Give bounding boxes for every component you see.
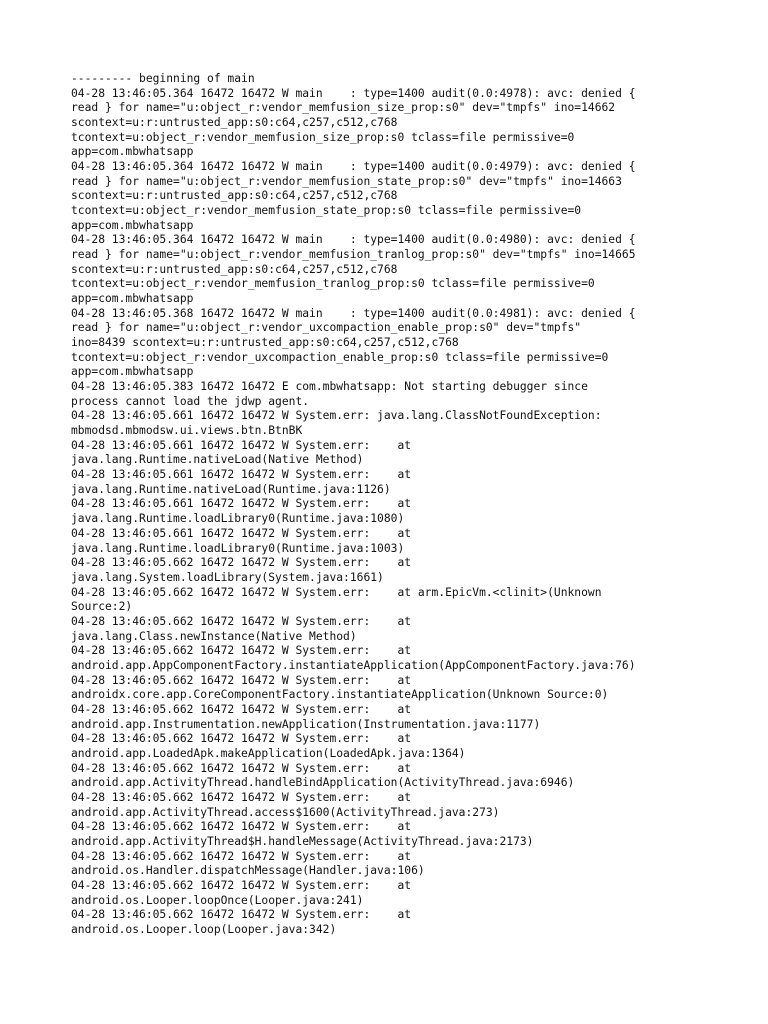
- log-line: 04-28 13:46:05.662 16472 16472 W System.err: at: [71, 761, 412, 775]
- log-line: 04-28 13:46:05.662 16472 16472 W System.err: at: [71, 556, 412, 570]
- log-line: 04-28 13:46:05.383 16472 16472 E com.mbwhatsapp: Not starting debugger since: [71, 380, 588, 394]
- log-line: 04-28 13:46:05.661 16472 16472 W System.err: at: [71, 468, 412, 482]
- log-line: android.os.Looper.loop(Looper.java:342): [71, 922, 337, 936]
- log-line: read } for name="u:object_r:vendor_memfusion_tranlog_prop:s0" dev="tmpfs" ino=14665: [71, 248, 636, 262]
- log-line: android.app.ActivityThread.handleBindApplication(ActivityThread.java:6946): [71, 776, 575, 790]
- log-line: app=com.mbwhatsapp: [71, 145, 194, 159]
- log-line: 04-28 13:46:05.661 16472 16472 W System.err: java.lang.ClassNotFoundException:: [71, 409, 602, 423]
- log-line: 04-28 13:46:05.661 16472 16472 W System.err: at: [71, 438, 412, 452]
- log-line: 04-28 13:46:05.662 16472 16472 W System.err: at: [71, 702, 412, 716]
- log-line: tcontext=u:object_r:vendor_memfusion_state_prop:s0 tclass=file permissive=0: [71, 204, 582, 218]
- log-line: 04-28 13:46:05.662 16472 16472 W System.err: at: [71, 644, 412, 658]
- log-line: mbmodsd.mbmodsw.ui.views.btn.BtnBK: [71, 424, 303, 438]
- log-line: process cannot load the jdwp agent.: [71, 394, 310, 408]
- log-line: 04-28 13:46:05.662 16472 16472 W System.err: at: [71, 614, 412, 628]
- log-line: Source:2): [71, 600, 133, 614]
- log-line: 04-28 13:46:05.364 16472 16472 W main : type=1400 audit(0.0:4978): avc: denied {: [71, 86, 636, 100]
- log-line: androidx.core.app.CoreComponentFactory.instantiateApplication(Unknown Source:0): [71, 688, 609, 702]
- log-line: 04-28 13:46:05.661 16472 16472 W System.err: at: [71, 497, 412, 511]
- log-line: 04-28 13:46:05.661 16472 16472 W System.err: at: [71, 526, 412, 540]
- log-line: java.lang.Runtime.loadLibrary0(Runtime.java:1003): [71, 541, 405, 555]
- log-line: android.app.ActivityThread$H.handleMessage(ActivityThread.java:2173): [71, 834, 534, 848]
- log-line: app=com.mbwhatsapp: [71, 365, 194, 379]
- log-line: 04-28 13:46:05.662 16472 16472 W System.err: at: [71, 790, 412, 804]
- log-line: java.lang.System.loadLibrary(System.java:1661): [71, 570, 384, 584]
- log-line: 04-28 13:46:05.662 16472 16472 W System.err: at arm.EpicVm.<clinit>(Unknown: [71, 585, 602, 599]
- log-line: 04-28 13:46:05.364 16472 16472 W main : type=1400 audit(0.0:4980): avc: denied {: [71, 233, 636, 247]
- log-line: java.lang.Runtime.loadLibrary0(Runtime.java:1080): [71, 512, 405, 526]
- log-line: android.app.LoadedApk.makeApplication(LoadedApk.java:1364): [71, 746, 466, 760]
- log-line: scontext=u:r:untrusted_app:s0:c64,c257,c512,c768: [71, 116, 398, 130]
- log-line: tcontext=u:object_r:vendor_memfusion_tranlog_prop:s0 tclass=file permissive=0: [71, 277, 595, 291]
- log-line: java.lang.Runtime.nativeLoad(Runtime.java:1126): [71, 482, 391, 496]
- log-line: --------- beginning of main: [71, 72, 255, 85]
- log-line: 04-28 13:46:05.662 16472 16472 W System.err: at: [71, 878, 412, 892]
- log-line: android.app.Instrumentation.newApplication(Instrumentation.java:1177): [71, 717, 541, 731]
- log-line: scontext=u:r:untrusted_app:s0:c64,c257,c512,c768: [71, 189, 398, 203]
- log-line: read } for name="u:object_r:vendor_memfusion_state_prop:s0" dev="tmpfs" ino=14663: [71, 174, 622, 188]
- log-line: read } for name="u:object_r:vendor_memfusion_size_prop:s0" dev="tmpfs" ino=14662: [71, 101, 616, 115]
- log-text-body: [71, 72, 711, 938]
- log-line: app=com.mbwhatsapp: [71, 292, 194, 306]
- log-line: scontext=u:r:untrusted_app:s0:c64,c257,c512,c768: [71, 262, 398, 276]
- log-line: 04-28 13:46:05.368 16472 16472 W main : type=1400 audit(0.0:4981): avc: denied {: [71, 306, 636, 320]
- log-line: app=com.mbwhatsapp: [71, 218, 194, 232]
- log-line: android.app.ActivityThread.access$1600(ActivityThread.java:273): [71, 805, 500, 819]
- log-line: ino=8439 scontext=u:r:untrusted_app:s0:c64,c257,c512,c768: [71, 336, 459, 350]
- log-line: 04-28 13:46:05.662 16472 16472 W System.err: at: [71, 849, 412, 863]
- log-line: tcontext=u:object_r:vendor_memfusion_size_prop:s0 tclass=file permissive=0: [71, 130, 575, 144]
- log-line: java.lang.Class.newInstance(Native Method): [71, 629, 357, 643]
- log-line: android.os.Handler.dispatchMessage(Handler.java:106): [71, 864, 425, 878]
- log-line: 04-28 13:46:05.364 16472 16472 W main : type=1400 audit(0.0:4979): avc: denied {: [71, 160, 636, 174]
- log-line: 04-28 13:46:05.662 16472 16472 W System.err: at: [71, 908, 412, 922]
- log-line: 04-28 13:46:05.662 16472 16472 W System.err: at: [71, 673, 412, 687]
- log-line: 04-28 13:46:05.662 16472 16472 W System.err: at: [71, 820, 412, 834]
- log-line: android.app.AppComponentFactory.instantiateApplication(AppComponentFactory.java:76): [71, 658, 636, 672]
- log-line: read } for name="u:object_r:vendor_uxcompaction_enable_prop:s0" dev="tmpfs": [71, 321, 582, 335]
- log-line: android.os.Looper.loopOnce(Looper.java:241): [71, 893, 364, 907]
- log-line: java.lang.Runtime.nativeLoad(Native Method): [71, 453, 364, 467]
- log-line: 04-28 13:46:05.662 16472 16472 W System.err: at: [71, 732, 412, 746]
- log-line: tcontext=u:object_r:vendor_uxcompaction_enable_prop:s0 tclass=file permissive=0: [71, 350, 609, 364]
